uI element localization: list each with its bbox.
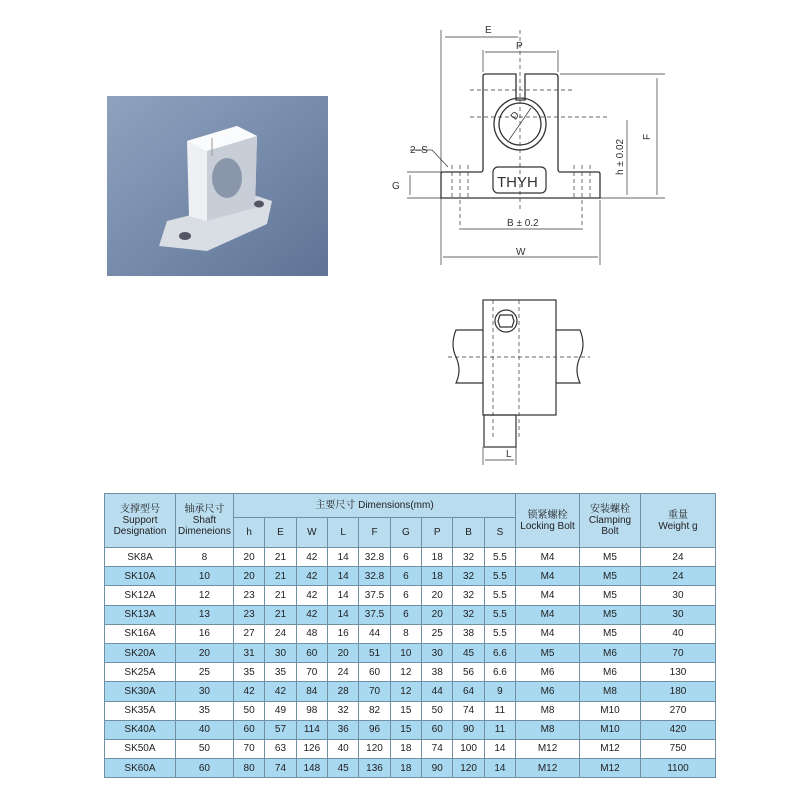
- table-cell: 8: [390, 624, 421, 643]
- table-cell: 50: [233, 701, 264, 720]
- table-cell: 64: [453, 682, 484, 701]
- table-cell: 24: [265, 624, 296, 643]
- table-cell: 90: [422, 759, 453, 778]
- dim-label-h: h ± 0.02: [615, 138, 626, 175]
- table-cell: 120: [453, 759, 484, 778]
- table-cell: 18: [390, 739, 421, 758]
- table-cell: 13: [175, 605, 233, 624]
- table-cell: 5.5: [484, 567, 515, 586]
- table-cell: SK25A: [105, 663, 176, 682]
- table-cell: 148: [296, 759, 327, 778]
- table-cell: M6: [580, 663, 641, 682]
- table-cell: 32.8: [359, 567, 390, 586]
- dim-label-p: P: [516, 41, 523, 52]
- table-cell: 14: [484, 759, 515, 778]
- header-dim-g: G: [390, 518, 421, 548]
- header-dimensions: 主要尺寸 Dimensions(mm): [233, 494, 515, 518]
- table-cell: 20: [175, 643, 233, 662]
- table-cell: 100: [453, 739, 484, 758]
- header-locking: 锁紧螺栓 Locking Bolt: [516, 494, 580, 548]
- table-cell: 44: [422, 682, 453, 701]
- table-cell: 30: [640, 586, 715, 605]
- table-cell: M5: [580, 586, 641, 605]
- table-cell: SK12A: [105, 586, 176, 605]
- table-cell: 74: [453, 701, 484, 720]
- table-cell: 12: [390, 682, 421, 701]
- table-row: [105, 567, 716, 586]
- table-cell: M12: [580, 759, 641, 778]
- table-cell: M5: [516, 643, 580, 662]
- table-cell: 30: [640, 605, 715, 624]
- table-cell: 37.5: [359, 605, 390, 624]
- table-cell: 21: [265, 586, 296, 605]
- table-cell: M4: [516, 567, 580, 586]
- table-cell: 20: [422, 586, 453, 605]
- table-cell: 6.6: [484, 643, 515, 662]
- table-cell: 270: [640, 701, 715, 720]
- table-row: [105, 759, 716, 778]
- table-cell: 12: [175, 586, 233, 605]
- header-dim-e: E: [265, 518, 296, 548]
- side-view-drawing: [440, 290, 610, 470]
- table-cell: 74: [265, 759, 296, 778]
- table-cell: 25: [422, 624, 453, 643]
- table-cell: 51: [359, 643, 390, 662]
- table-cell: 5.5: [484, 624, 515, 643]
- table-cell: 36: [327, 720, 358, 739]
- specifications-table: [104, 493, 716, 778]
- table-cell: M6: [580, 643, 641, 662]
- table-cell: M12: [516, 739, 580, 758]
- dim-label-d: D: [508, 109, 522, 123]
- table-cell: 20: [233, 548, 264, 567]
- table-cell: 60: [175, 759, 233, 778]
- table-cell: 32: [453, 605, 484, 624]
- table-cell: 30: [175, 682, 233, 701]
- table-cell: SK16A: [105, 624, 176, 643]
- table-row: [105, 701, 716, 720]
- table-row: [105, 548, 716, 567]
- table-cell: 42: [265, 682, 296, 701]
- table-cell: M8: [516, 701, 580, 720]
- table-cell: 6.6: [484, 663, 515, 682]
- table-cell: 42: [296, 586, 327, 605]
- table-cell: 45: [453, 643, 484, 662]
- table-cell: 60: [422, 720, 453, 739]
- table-cell: 45: [327, 759, 358, 778]
- table-row: [105, 586, 716, 605]
- table-cell: M4: [516, 586, 580, 605]
- dim-label-s: 2–S: [410, 145, 428, 156]
- table-cell: 32: [327, 701, 358, 720]
- table-cell: 42: [296, 605, 327, 624]
- table-cell: 63: [265, 739, 296, 758]
- table-row: [105, 643, 716, 662]
- table-cell: 42: [296, 567, 327, 586]
- table-cell: 40: [327, 739, 358, 758]
- table-cell: M5: [580, 548, 641, 567]
- table-cell: 38: [422, 663, 453, 682]
- table-cell: 5.5: [484, 548, 515, 567]
- table-cell: 21: [265, 548, 296, 567]
- table-row: [105, 739, 716, 758]
- table-cell: 30: [265, 643, 296, 662]
- table-cell: 10: [390, 643, 421, 662]
- table-cell: 6: [390, 567, 421, 586]
- table-cell: 24: [640, 548, 715, 567]
- header-shaft: 轴承尺寸 Shaft Dimeneions: [175, 494, 233, 548]
- table-cell: M6: [516, 663, 580, 682]
- table-cell: 14: [327, 605, 358, 624]
- table-cell: 1100: [640, 759, 715, 778]
- header-dim-l: L: [327, 518, 358, 548]
- table-row: [105, 663, 716, 682]
- table-cell: 21: [265, 567, 296, 586]
- header-dim-w: W: [296, 518, 327, 548]
- table-cell: M5: [580, 567, 641, 586]
- table-cell: 24: [327, 663, 358, 682]
- product-photo: [107, 96, 328, 276]
- dim-label-w: W: [516, 247, 526, 258]
- dim-label-l: L: [506, 449, 512, 460]
- header-dim-f: F: [359, 518, 390, 548]
- table-cell: 35: [265, 663, 296, 682]
- table-cell: 15: [390, 720, 421, 739]
- table-cell: 82: [359, 701, 390, 720]
- table-cell: 32.8: [359, 548, 390, 567]
- table-cell: 40: [640, 624, 715, 643]
- table-cell: 9: [484, 682, 515, 701]
- table-cell: 98: [296, 701, 327, 720]
- table-cell: 18: [390, 759, 421, 778]
- front-view-drawing: [380, 15, 700, 275]
- table-cell: M8: [516, 720, 580, 739]
- header-dim-s: S: [484, 518, 515, 548]
- table-cell: 20: [422, 605, 453, 624]
- table-cell: 18: [422, 548, 453, 567]
- table-row: [105, 682, 716, 701]
- table-cell: M10: [580, 701, 641, 720]
- table-cell: 24: [640, 567, 715, 586]
- table-cell: 40: [175, 720, 233, 739]
- table-cell: 14: [327, 567, 358, 586]
- dim-label-g: G: [392, 181, 400, 192]
- table-row: [105, 624, 716, 643]
- brand-label: THYH: [497, 174, 538, 191]
- table-cell: 50: [175, 739, 233, 758]
- table-cell: M5: [580, 624, 641, 643]
- table-cell: SK20A: [105, 643, 176, 662]
- table-cell: 44: [359, 624, 390, 643]
- table-cell: 27: [233, 624, 264, 643]
- table-cell: 20: [233, 567, 264, 586]
- table-cell: 42: [296, 548, 327, 567]
- table-cell: 120: [359, 739, 390, 758]
- table-cell: 30: [422, 643, 453, 662]
- header-dim-b: B: [453, 518, 484, 548]
- table-cell: 70: [640, 643, 715, 662]
- table-cell: 14: [327, 548, 358, 567]
- table-cell: 23: [233, 605, 264, 624]
- dim-label-e: E: [485, 25, 492, 36]
- table-cell: M12: [516, 759, 580, 778]
- table-cell: SK35A: [105, 701, 176, 720]
- header-support: 支撑型号 Support Designation: [105, 494, 176, 548]
- table-cell: 56: [453, 663, 484, 682]
- table-cell: 32: [453, 567, 484, 586]
- table-cell: 5.5: [484, 586, 515, 605]
- table-cell: 42: [233, 682, 264, 701]
- table-cell: M8: [580, 682, 641, 701]
- table-cell: 32: [453, 548, 484, 567]
- table-cell: 8: [175, 548, 233, 567]
- table-cell: 14: [484, 739, 515, 758]
- table-cell: 16: [175, 624, 233, 643]
- table-cell: 60: [296, 643, 327, 662]
- header-dim-p: P: [422, 518, 453, 548]
- table-cell: 5.5: [484, 605, 515, 624]
- table-cell: 90: [453, 720, 484, 739]
- table-cell: SK10A: [105, 567, 176, 586]
- table-cell: M4: [516, 624, 580, 643]
- dim-label-f: F: [642, 133, 653, 140]
- table-cell: 38: [453, 624, 484, 643]
- table-cell: 23: [233, 586, 264, 605]
- table-cell: 10: [175, 567, 233, 586]
- table-cell: 180: [640, 682, 715, 701]
- table-cell: 50: [422, 701, 453, 720]
- dim-label-b: B ± 0.2: [507, 218, 539, 229]
- table-cell: 37.5: [359, 586, 390, 605]
- table-cell: 16: [327, 624, 358, 643]
- table-cell: 6: [390, 605, 421, 624]
- table-cell: 20: [327, 643, 358, 662]
- table-cell: SK40A: [105, 720, 176, 739]
- table-cell: 31: [233, 643, 264, 662]
- table-cell: 84: [296, 682, 327, 701]
- table-cell: 15: [390, 701, 421, 720]
- table-cell: 49: [265, 701, 296, 720]
- table-cell: 57: [265, 720, 296, 739]
- table-cell: 80: [233, 759, 264, 778]
- table-row: [105, 720, 716, 739]
- table-cell: 18: [422, 567, 453, 586]
- table-cell: 70: [296, 663, 327, 682]
- table-cell: 70: [233, 739, 264, 758]
- table-cell: 25: [175, 663, 233, 682]
- table-cell: M4: [516, 605, 580, 624]
- table-cell: 60: [359, 663, 390, 682]
- header-clamping: 安装螺栓 Clamping Bolt: [580, 494, 641, 548]
- table-cell: 12: [390, 663, 421, 682]
- table-cell: SK13A: [105, 605, 176, 624]
- table-cell: 420: [640, 720, 715, 739]
- table-cell: 6: [390, 548, 421, 567]
- table-cell: 32: [453, 586, 484, 605]
- table-cell: 126: [296, 739, 327, 758]
- table-cell: SK50A: [105, 739, 176, 758]
- header-dim-h: h: [233, 518, 264, 548]
- table-cell: 35: [233, 663, 264, 682]
- table-cell: M10: [580, 720, 641, 739]
- table-cell: SK30A: [105, 682, 176, 701]
- table-cell: SK60A: [105, 759, 176, 778]
- table-cell: 6: [390, 586, 421, 605]
- table-cell: M5: [580, 605, 641, 624]
- table-cell: 48: [296, 624, 327, 643]
- table-cell: M12: [580, 739, 641, 758]
- table-cell: 21: [265, 605, 296, 624]
- table-cell: M4: [516, 548, 580, 567]
- table-cell: 11: [484, 720, 515, 739]
- table-cell: 96: [359, 720, 390, 739]
- table-cell: 74: [422, 739, 453, 758]
- table-cell: 28: [327, 682, 358, 701]
- table-cell: 60: [233, 720, 264, 739]
- table-cell: 114: [296, 720, 327, 739]
- header-weight: 重量 Weight g: [640, 494, 715, 548]
- table-cell: 750: [640, 739, 715, 758]
- table-cell: 14: [327, 586, 358, 605]
- table-cell: SK8A: [105, 548, 176, 567]
- table-cell: M6: [516, 682, 580, 701]
- table-cell: 11: [484, 701, 515, 720]
- table-cell: 70: [359, 682, 390, 701]
- table-cell: 136: [359, 759, 390, 778]
- table-cell: 130: [640, 663, 715, 682]
- table-cell: 35: [175, 701, 233, 720]
- table-row: [105, 605, 716, 624]
